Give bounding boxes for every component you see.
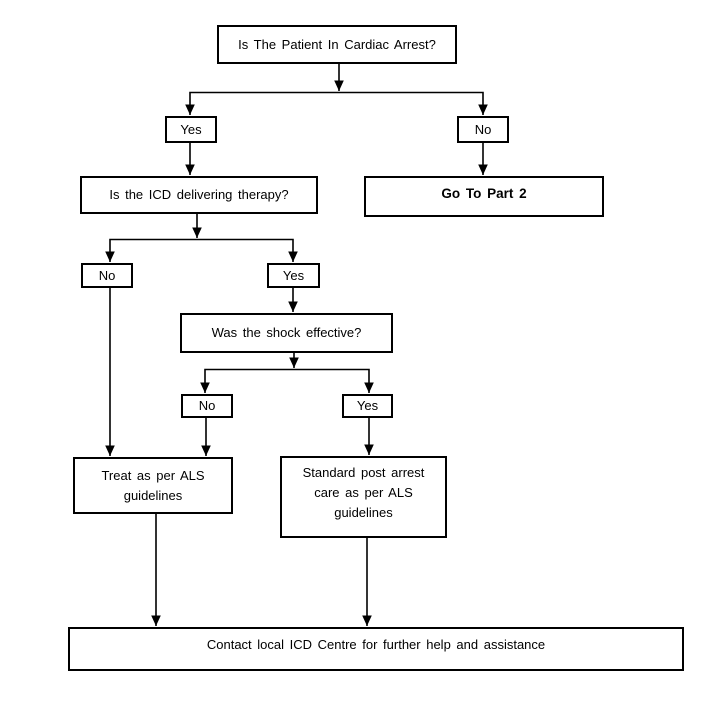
connector-split2	[110, 240, 293, 263]
node-question-icd-therapy: Is the ICD delivering therapy?	[80, 176, 318, 214]
node-contact-icd-centre: Contact local ICD Centre for further help and assistance	[68, 627, 684, 671]
node-question-cardiac-arrest: Is The Patient In Cardiac Arrest?	[217, 25, 457, 64]
node-go-to-part-2: Go To Part 2	[364, 176, 604, 217]
connector-split1	[190, 93, 483, 116]
node-yes-shock: Yes	[342, 394, 393, 418]
node-yes-cardiac: Yes	[165, 116, 217, 143]
node-yes-icd-therapy: Yes	[267, 263, 320, 288]
node-standard-post-arrest-care: Standard post arrest care as per ALS guidelines	[280, 456, 447, 538]
node-question-shock-effective: Was the shock effective?	[180, 313, 393, 353]
node-no-shock: No	[181, 394, 233, 418]
node-no-cardiac: No	[457, 116, 509, 143]
node-no-icd-therapy: No	[81, 263, 133, 288]
node-treat-als-guidelines: Treat as per ALS guidelines	[73, 457, 233, 514]
connector-split3	[205, 370, 369, 394]
